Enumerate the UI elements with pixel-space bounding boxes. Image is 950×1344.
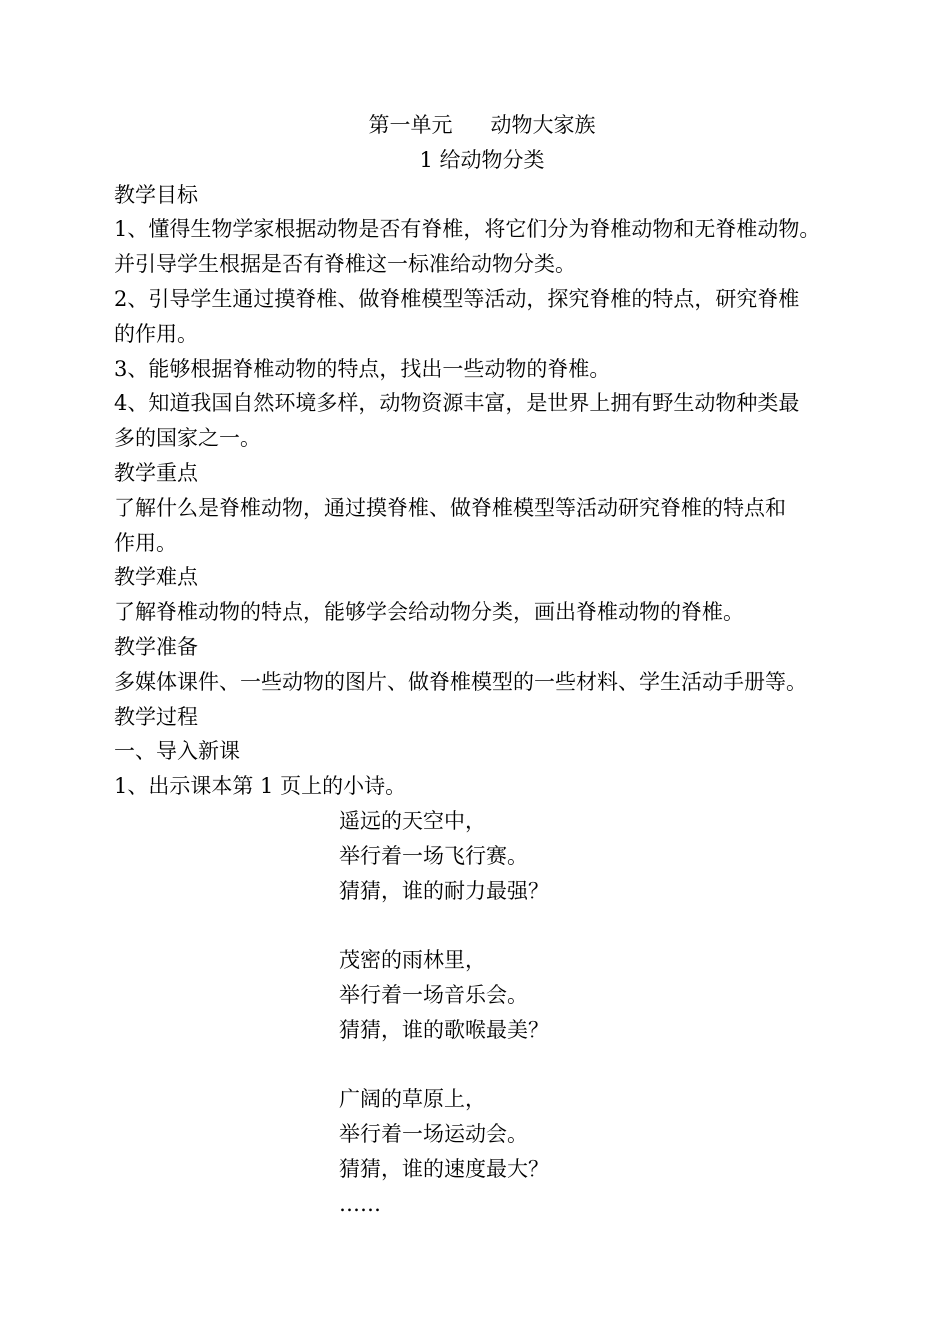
key-points-line-1: 了解什么是脊椎动物，通过摸脊椎、做脊椎模型等活动研究脊椎的特点和 xyxy=(114,495,786,520)
unit-label: 第一单元 xyxy=(368,113,453,137)
poem-line: 举行着一场飞行赛。 xyxy=(339,843,528,868)
poem-line: 广阔的草原上， xyxy=(339,1087,486,1112)
poem-line: 遥远的天空中， xyxy=(339,808,486,833)
poem-line: 茂密的雨林里， xyxy=(339,948,486,973)
difficulties-heading: 教学难点 xyxy=(114,565,198,590)
document-page xyxy=(114,108,844,1222)
preparation-heading: 教学准备 xyxy=(114,634,198,659)
stanza-break xyxy=(339,1048,844,1083)
poem xyxy=(114,804,844,1222)
poem-line: 猜猜，谁的歌喉最美？ xyxy=(339,1017,549,1042)
goal-4-line-1: 4、知道我国自然环境多样，动物资源丰富，是世界上拥有野生动物种类最 xyxy=(114,391,800,416)
process-section-1: 一、导入新课 xyxy=(114,739,240,764)
goals-heading: 教学目标 xyxy=(114,182,198,207)
unit-title xyxy=(114,108,844,143)
process-heading: 教学过程 xyxy=(114,704,198,729)
key-points-line-2: 作用。 xyxy=(114,530,177,555)
process-step-1: 1、出示课本第 1 页上的小诗。 xyxy=(114,774,407,799)
poem-ellipsis: …… xyxy=(339,1191,381,1216)
poem-line: 猜猜，谁的耐力最强？ xyxy=(339,878,549,903)
goal-3: 3、能够根据脊椎动物的特点，找出一些动物的脊椎。 xyxy=(114,356,611,381)
goal-1-line-1: 1、懂得生物学家根据动物是否有脊椎，将它们分为脊椎动物和无脊椎动物。 xyxy=(114,217,821,242)
goal-1-line-2: 并引导学生根据是否有脊椎这一标准给动物分类。 xyxy=(114,252,576,277)
goal-2-line-1: 2、引导学生通过摸脊椎、做脊椎模型等活动，探究脊椎的特点，研究脊椎 xyxy=(114,286,800,311)
goal-2-line-2: 的作用。 xyxy=(114,321,198,346)
unit-name: 动物大家族 xyxy=(490,113,596,137)
lesson-title: 1 给动物分类 xyxy=(419,147,545,172)
goal-4-line-2: 多的国家之一。 xyxy=(114,426,261,451)
difficulties-line-1: 了解脊椎动物的特点，能够学会给动物分类，画出脊椎动物的脊椎。 xyxy=(114,600,744,625)
poem-line: 猜猜，谁的速度最大？ xyxy=(339,1156,549,1181)
preparation-line-1: 多媒体课件、一些动物的图片、做脊椎模型的一些材料、学生活动手册等。 xyxy=(114,669,807,694)
poem-line: 举行着一场运动会。 xyxy=(339,1122,528,1147)
stanza-break xyxy=(339,908,844,943)
poem-line: 举行着一场音乐会。 xyxy=(339,982,528,1007)
key-points-heading: 教学重点 xyxy=(114,460,198,485)
